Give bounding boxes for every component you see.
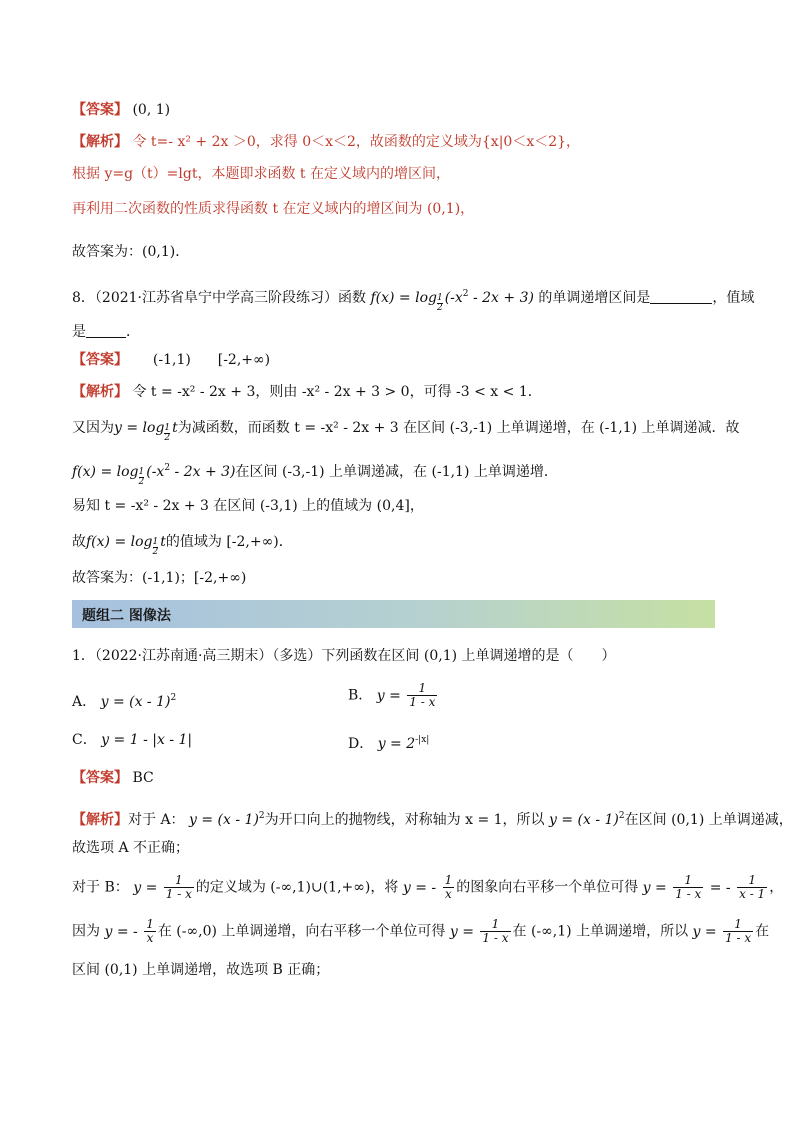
problem-8-after: 的单调递增区间是 [538,290,651,306]
analysis-line-2: 根据 y=g（t）=lgt，本题即求函数 t 在定义域内的增区间， [72,166,450,182]
problem-8-analysis-6: 故答案为：(-1,1)；[-2,+∞) [72,570,247,586]
function-expression: f(x) = log $\frac{1}{2}$ $(-x^2 - 2x + 3)$ [370,289,534,313]
function-expression: f(x) = log $\frac{1}{2}$ $(-x^2 - 2x + 3)$ [72,463,236,487]
answer-label: 【答案】 [72,352,128,368]
problem-8-prefix: 8．（2021·江苏省阜宁中学高三阶段练习）函数 [72,290,366,306]
problem-1-analysis-3: 对于 B： y = $\frac{1}{1 - x}$ 的定义域为 (-∞,1)∪(1,+∞)，将 y = - $\frac{1}{x}$ 的图象向右平移一个单位可得 y = $\frac{1}{1 - x}$ = - $\frac{1}{x - 1}$ ， [72,873,784,901]
analysis-line-4: 故答案为：(0,1)． [72,244,190,260]
function-expression: f(x) = log $\frac{1}{2}$ t [86,534,166,557]
option-d: D． $y = 2^{-|x|}$ [348,735,430,752]
problem-8-line2-tail: ． [126,324,140,340]
problem-8-answer [72,350,270,370]
option-c: C． y = 1 - |x - 1| [72,732,193,748]
problem-1-answer [72,768,154,788]
answer-line [72,100,170,120]
analysis-line-3: 再利用二次函数的性质求得函数 t 在定义域内的增区间为 (0,1)， [72,201,475,217]
answer-2: [-2,+∞) [217,352,271,368]
answer-value: (0, 1) [132,102,171,118]
problem-1-analysis-5: 区间 (0,1) 上单调递增，故选项 B 正确； [72,962,330,978]
problem-8-tail: ，值域 [712,290,755,306]
option-b: B． y = $\frac{1}{1 - x}$ [348,681,436,709]
problem-8-analysis-1 [72,382,542,402]
log-expression: y = log $\frac{1}{2}$ t [114,420,178,443]
problem-8-line-2 [72,322,140,342]
answer-blank-1 [650,289,712,304]
problem-1-analysis-2: 故选项 A 不正确； [72,840,190,856]
answer-label: 【答案】 [72,102,128,118]
answer-value: BC [132,770,154,786]
analysis-label: 【解析】 [72,134,128,150]
problem-1-stem: 1．（2022·江苏南通·高三期末）（多选）下列函数在区间 (0,1) 上单调递增的是（ ） [72,648,616,664]
problem-8-analysis-3: f(x) = log $\frac{1}{2}$ $(-x^2 - 2x + 3)$在区间 (-3,-1) 上单调递减，在 (-1,1) 上单调递增． [72,463,558,487]
analysis-label: 【解析】 [72,384,128,400]
analysis-text: 令 t = -x² - 2x + 3，则由 -x² - 2x + 3 > 0，可得 -3 < x < 1． [132,384,542,400]
answer-label: 【答案】 [72,770,128,786]
answer-1: (-1,1) [152,352,191,368]
problem-1-analysis-1: 【解析】对于 A： y = (x - 1)$^2$为开口向上的抛物线，对称轴为 x = 1，所以 y = (x - 1)$^2$在区间 (0,1) 上单调递减， [72,811,793,828]
option-a: A． y = (x - 1)$^2$ [72,693,177,710]
section-banner [72,600,715,628]
answer-blank-2 [86,323,126,338]
problem-8-stem [72,284,754,313]
analysis-line-1 [72,132,580,152]
problem-8-analysis-4: 易知 t = -x² - 2x + 3 在区间 (-3,1) 上的值域为 (0,4]， [72,498,424,514]
problem-8-line2-text: 是 [72,324,86,340]
problem-8-analysis-2: 又因为y = log $\frac{1}{2}$ t为减函数，而函数 t = -x² - 2x + 3 在区间 (-3,-1) 上单调递增，在 (-1,1) 上单调递减．故 [72,420,740,443]
problem-8-analysis-5: 故f(x) = log $\frac{1}{2}$ t的值域为 [-2,+∞)． [72,534,293,557]
analysis-text: 令 t=- x² + 2x ＞0，求得 0＜x＜2，故函数的定义域为{x|0＜x＜2}， [132,134,581,150]
analysis-label: 【解析】 [72,812,128,828]
problem-1-analysis-4: 因为 y = - $\frac{1}{x}$ 在 (-∞,0) 上单调递增，向右平移一个单位可得 y = $\frac{1}{1 - x}$ 在 (-∞,1) 上单调递增，所以 y = $\frac{1}{1 - x}$ 在 [72,917,770,945]
section-title: 题组二 图像法 [82,608,171,624]
